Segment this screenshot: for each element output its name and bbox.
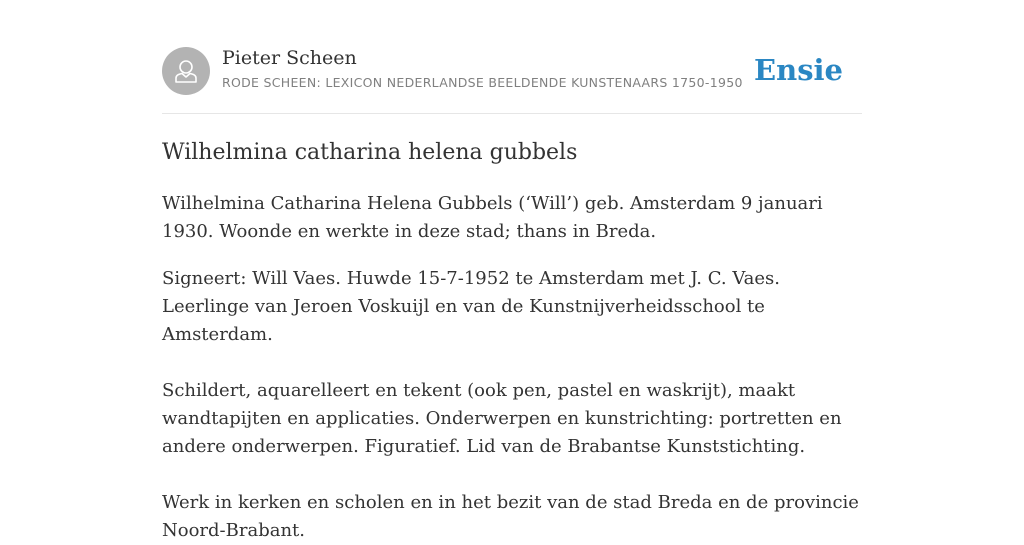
author-avatar[interactable] — [162, 47, 210, 95]
article-body — [162, 190, 862, 545]
paragraph-1: Wilhelmina Catharina Helena Gubbels (‘Will’) geb. Amsterdam 9 januari 1930. Woonde en werkte in deze stad; thans in Breda. — [162, 193, 823, 242]
paragraph-4: Werk in kerken en scholen en in het bezit van de stad Breda en de provincie Noord-Brabant. — [162, 492, 859, 541]
paragraph-3: Schildert, aquarelleert en tekent (ook pen, pastel en waskrijt), maakt wandtapijten en applicaties. Onderwerpen en kunstrichting: portretten en andere onderwerpen. Figuratief. Lid van de Brabantse Kunststichting. — [162, 380, 842, 457]
user-silhouette-icon — [162, 47, 210, 95]
article-header — [162, 0, 862, 114]
page — [162, 0, 862, 541]
source-name[interactable]: RODE SCHEEN: LEXICON NEDERLANDSE BEELDENDE KUNSTENAARS 1750-1950 — [222, 75, 743, 90]
author-name[interactable]: Pieter Scheen — [222, 47, 357, 69]
paragraph-2: Signeert: Will Vaes. Huwde 15-7-1952 te Amsterdam met J. C. Vaes. Leerlinge van Jeroen Voskuijl en van de Kunstnijverheidsschool te Amsterdam. — [162, 268, 781, 345]
article-title: Wilhelmina catharina helena gubbels — [162, 140, 578, 165]
ensie-logo[interactable]: Ensie — [754, 53, 843, 87]
